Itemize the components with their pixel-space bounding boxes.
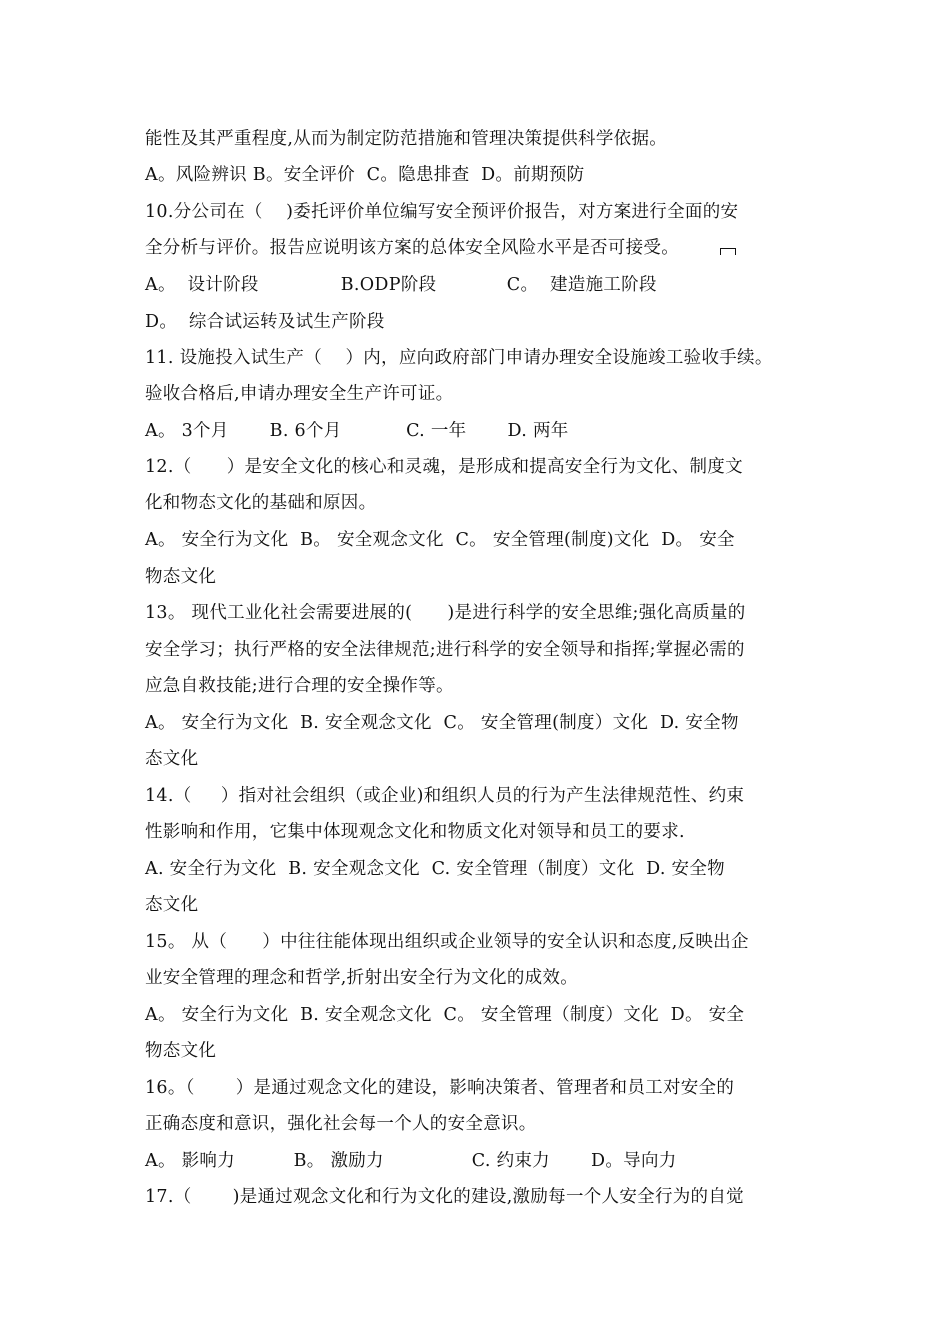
option-line: A. 安全行为文化 B. 安全观念文化 C. 安全管理（制度）文化 D. 安全物 (145, 859, 725, 879)
option-line: A。 设计阶段 B.ODP阶段 C。 建造施工阶段 (145, 275, 657, 295)
option-line: D。 综合试运转及试生产阶段 (145, 312, 385, 332)
question-line: 11. 设施投入试生产（ ）内，应向政府部门申请办理安全设施竣工验收手续。 (145, 348, 773, 368)
text-line: 全分析与评价。报告应说明该方案的总体安全风险水平是否可接受。 (145, 238, 679, 258)
text-line: 业安全管理的理念和哲学,折射出安全行为文化的成效。 (145, 968, 579, 988)
question-line: 16。（ ）是通过观念文化的建设，影响决策者、管理者和员工对安全的 (145, 1078, 735, 1098)
text-line: 正确态度和意识，强化社会每一个人的安全意识。 (145, 1114, 537, 1134)
text-line: 应急自救技能;进行合理的安全操作等。 (145, 676, 454, 696)
option-line: A。风险辨识 B。安全评价 C。隐患排查 D。前期预防 (145, 165, 585, 185)
text-line: 化和物态文化的基础和原因。 (145, 493, 377, 513)
text-line: 性影响和作用，它集中体现观念文化和物质文化对领导和员工的要求. (145, 822, 685, 842)
question-line: 13。 现代工业化社会需要进展的( )是进行科学的安全思维;强化高质量的 (145, 603, 746, 623)
option-line: 态文化 (145, 749, 199, 769)
question-line: 12.（ ）是安全文化的核心和灵魂，是形成和提高安全行为文化、制度文 (145, 457, 743, 477)
option-line: 态文化 (145, 895, 199, 915)
option-line: A。 安全行为文化 B. 安全观念文化 C。 安全管理(制度）文化 D. 安全物 (145, 713, 739, 733)
edit-mark (720, 248, 736, 255)
question-line: 10.分公司在（ )委托评价单位编写安全预评价报告，对方案进行全面的安 (145, 202, 739, 222)
option-line: A。 安全行为文化 B。 安全观念文化 C。 安全管理(制度)文化 D。 安全 (145, 530, 735, 550)
option-line: A。 安全行为文化 B. 安全观念文化 C。 安全管理（制度）文化 D。 安全 (145, 1005, 745, 1025)
question-line: 15。 从（ ）中往往能体现出组织或企业领导的安全认识和态度,反映出企 (145, 932, 749, 952)
text-line: 验收合格后,申请办理安全生产许可证。 (145, 384, 454, 404)
text-line: 能性及其严重程度,从而为制定防范措施和管理决策提供科学依据。 (145, 129, 668, 149)
question-line: 14.（ ）指对社会组织（或企业)和组织人员的行为产生法律规范性、约束 (145, 786, 745, 806)
option-line: 物态文化 (145, 1041, 217, 1061)
option-line: A。 影响力 B。 激励力 C. 约束力 D。导向力 (145, 1151, 677, 1171)
question-line: 17.（ )是通过观念文化和行为文化的建设,激励每一个人安全行为的自觉 (145, 1187, 744, 1207)
option-line: A。 3个月 B. 6个月 C. 一年 D. 两年 (145, 421, 569, 441)
option-line: 物态文化 (145, 567, 217, 587)
text-line: 安全学习；执行严格的安全法律规范;进行科学的安全领导和指挥;掌握必需的 (145, 640, 745, 660)
